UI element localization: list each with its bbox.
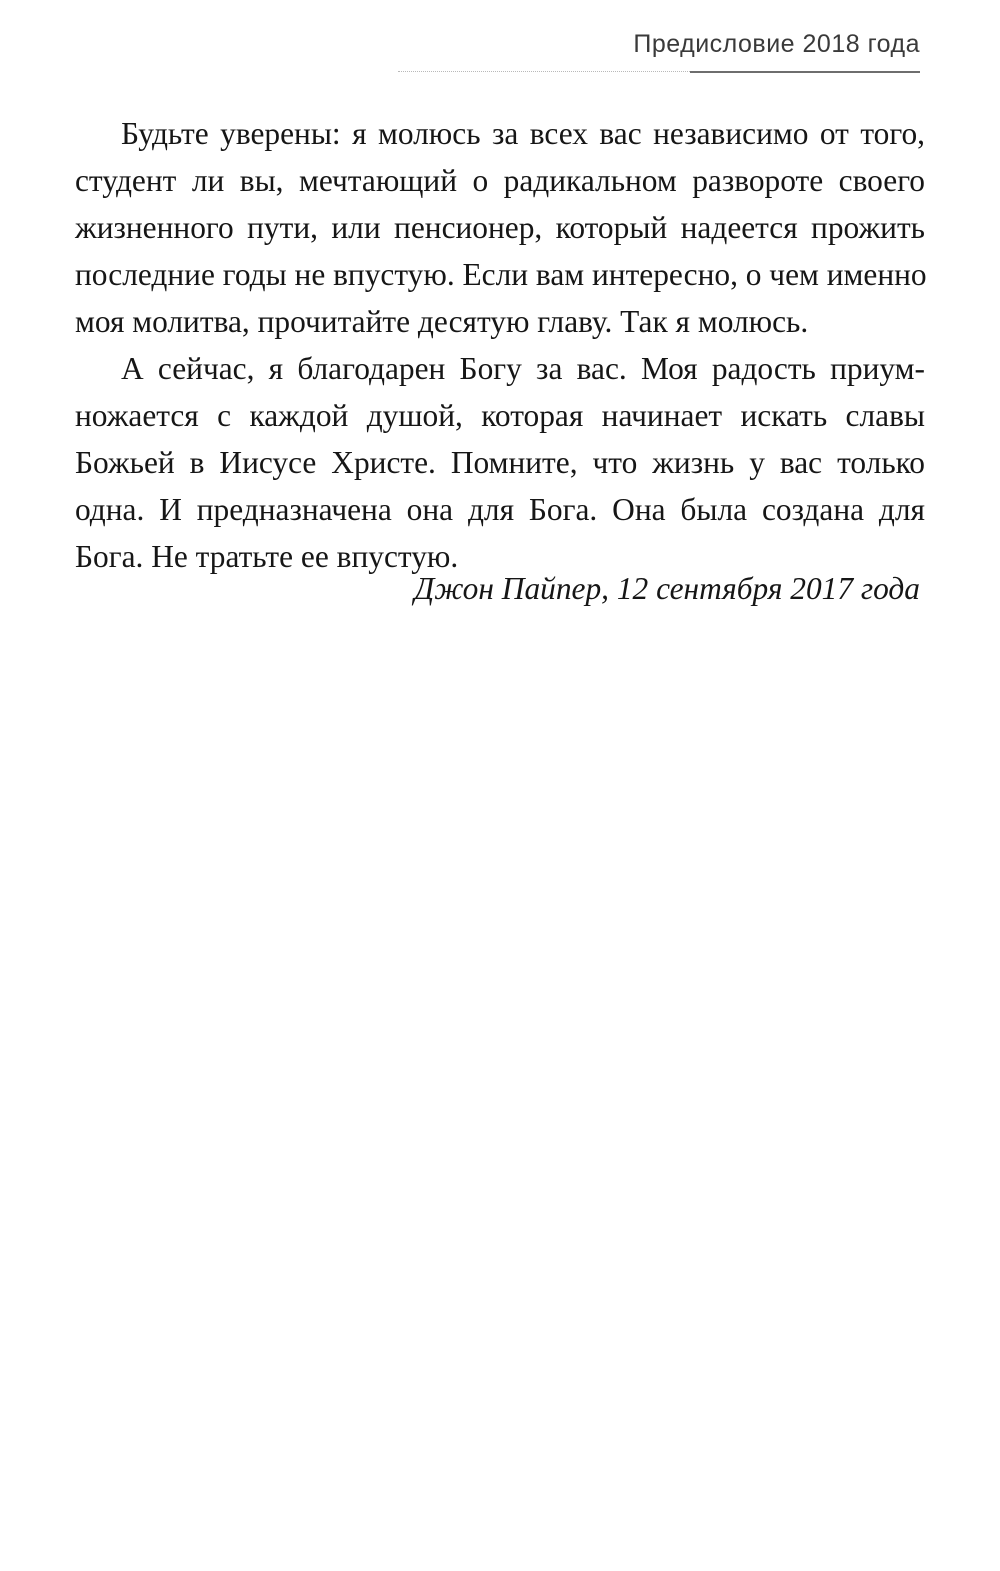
paragraph-line: студент ли вы, мечтающий о радикальном развороте своего (75, 163, 925, 198)
paragraph-line: последние годы не впустую. Если вам интересно, о чем именно (75, 257, 927, 292)
author-signature: Джон Пайпер, 12 сентября 2017 года (414, 571, 920, 606)
running-header: Предисловие 2018 года (633, 30, 920, 58)
paragraph-line: А сейчас, я благодарен Богу за вас. Моя радость приум- (121, 351, 925, 386)
paragraph-line: моя молитва, прочитайте десятую главу. Так я молюсь. (75, 304, 809, 339)
paragraph-line: одна. И предназначена она для Бога. Она была создана для (75, 492, 925, 527)
paragraph-2 (75, 345, 925, 580)
header-rule-solid (690, 71, 920, 73)
paragraph-line: Божьей в Иисусе Христе. Помните, что жизнь у вас только (75, 445, 925, 480)
paragraph-line: жизненного пути, или пенсионер, который надеется прожить (75, 210, 925, 245)
paragraph-line: Бога. Не тратьте ее впустую. (75, 539, 459, 574)
body-text (75, 110, 925, 580)
paragraph-line: ножается с каждой душой, которая начинает искать славы (75, 398, 925, 433)
paragraph-1 (75, 110, 925, 345)
paragraph-line: Будьте уверены: я молюсь за всех вас независимо от того, (121, 116, 925, 151)
